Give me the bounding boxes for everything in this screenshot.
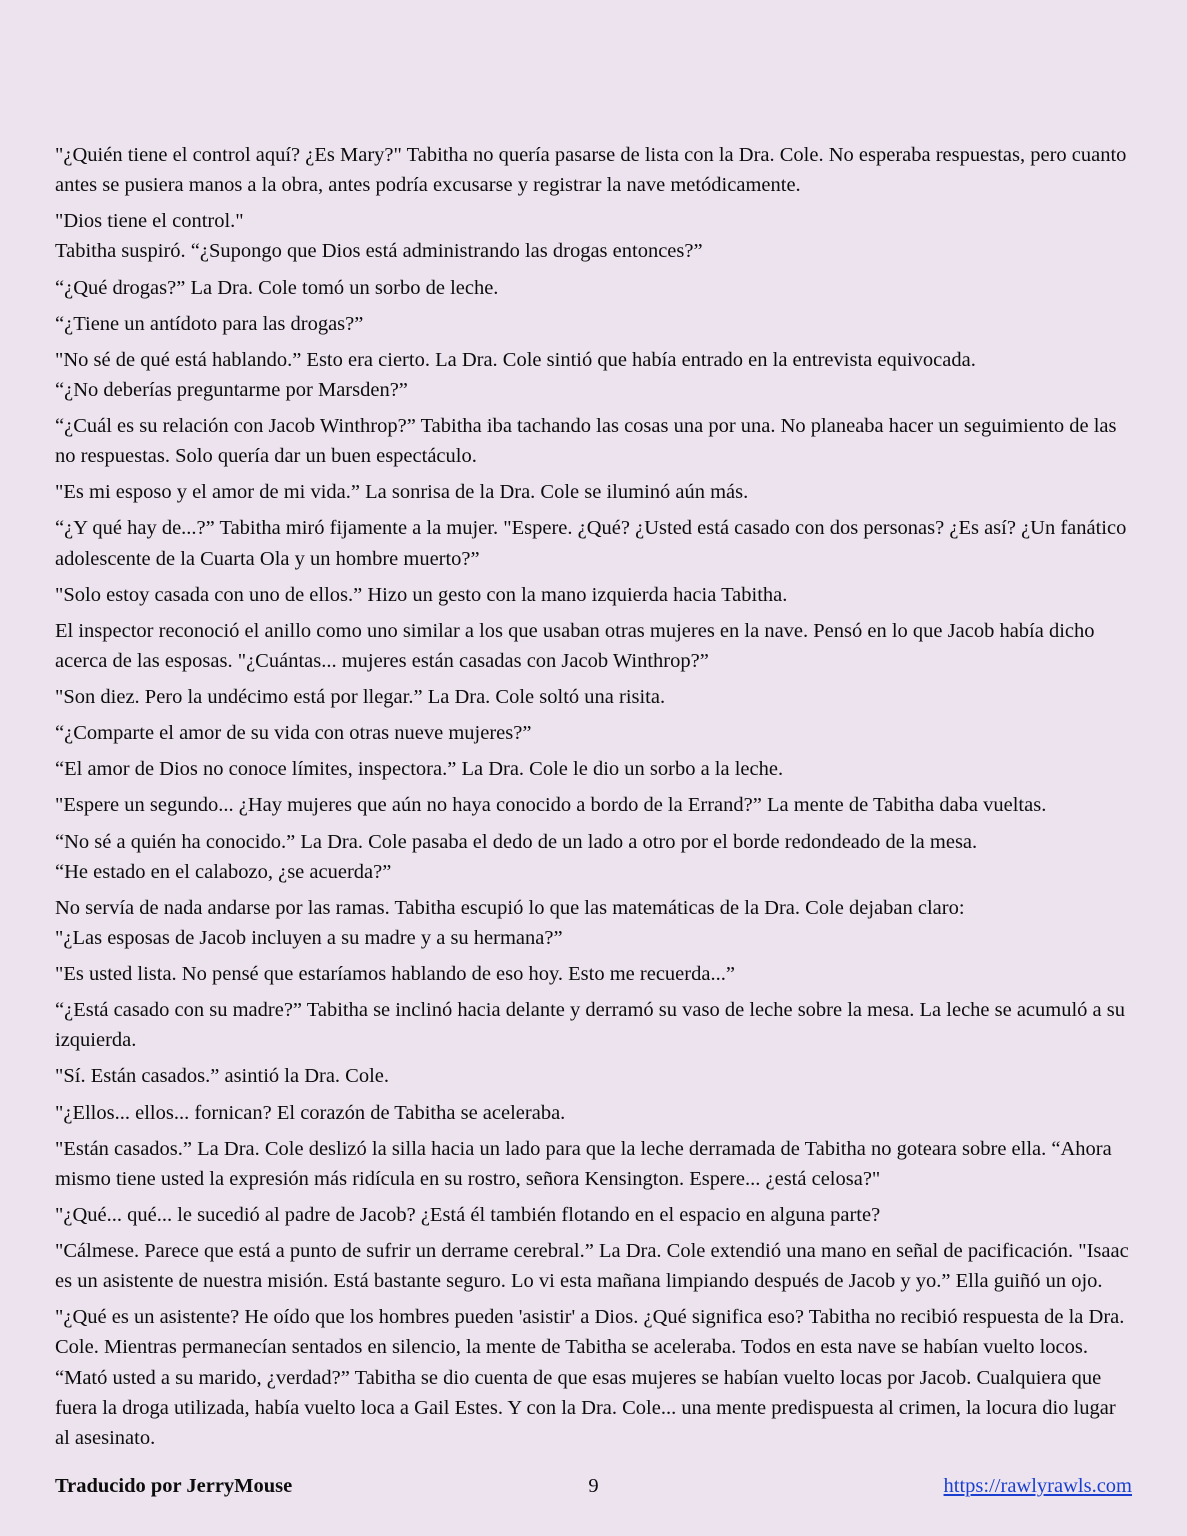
paragraph: "Es mi esposo y el amor de mi vida.” La sonrisa de la Dra. Cole se iluminó aún más. (55, 481, 749, 504)
paragraph: "Son diez. Pero la undécimo está por llegar.” La Dra. Cole soltó una risita. (55, 686, 666, 708)
paragraph: “No sé a quién ha conocido.” La Dra. Cole pasaba el dedo de un lado a otro por el borde redondeado de la mesa. (55, 830, 978, 853)
document-body (55, 140, 1132, 1453)
paragraph: "No sé de qué está hablando.” Esto era cierto. La Dra. Cole sintió que había entrado en la entrevista equivocada. (55, 348, 976, 371)
page-footer (55, 1475, 1132, 1498)
paragraph: "¿Qué es un asistente? He oído que los hombres pueden 'asistir' a Dios. ¿Qué significa eso? Tabitha no recibió respuesta de la Dra. Cole. Mientras permanecían sentados en silencio, la mente de Tabitha se aceleraba. Todos en esta nave se habían vuelto locos. “Mató usted a su marido, ¿verdad?” Tabitha se dio cuenta de que esas mujeres se habían vuelto locas por Jacob. Cualquiera que fuera la droga utilizada, había vuelto loca a Gail Estes. Y con la Dra. Cole... una mente predispuesta al crimen, la locura dio lugar al asesinato. (55, 1306, 1125, 1449)
paragraph: “He estado en el calabozo, ¿se acuerda?” (55, 860, 392, 883)
paragraph: “¿Tiene un antídoto para las drogas?” (55, 312, 364, 335)
paragraph: “¿Está casado con su madre?” Tabitha se inclinó hacia delante y derramó su vaso de leche sobre la mesa. La leche se acumuló a su izquierda. (55, 999, 1126, 1052)
page-number: 9 (588, 1475, 599, 1497)
paragraph: No servía de nada andarse por las ramas. Tabitha escupió lo que las matemáticas de la Dra. Cole dejaban claro: (55, 896, 965, 919)
paragraph: Tabitha suspiró. “¿Supongo que Dios está administrando las drogas entonces?” (55, 240, 703, 263)
paragraph: "Dios tiene el control." (55, 210, 244, 233)
paragraph: "Espere un segundo... ¿Hay mujeres que aún no haya conocido a bordo de la Errand?” La mente de Tabitha daba vueltas. (55, 794, 1047, 817)
translator-credit: Traducido por JerryMouse (55, 1475, 293, 1497)
paragraph: "Solo estoy casada con uno de ellos.” Hizo un gesto con la mano izquierda hacia Tabitha. (55, 583, 788, 606)
paragraph: "¿Ellos... ellos... fornican? El corazón de Tabitha se aceleraba. (55, 1101, 566, 1124)
paragraph: “¿Qué drogas?” La Dra. Cole tomó un sorbo de leche. (55, 276, 499, 299)
paragraph: “¿Comparte el amor de su vida con otras nueve mujeres?” (55, 722, 532, 745)
paragraph: “El amor de Dios no conoce límites, inspectora.” La Dra. Cole le dio un sorbo a la leche. (55, 758, 784, 781)
paragraph: "Cálmese. Parece que está a punto de sufrir un derrame cerebral.” La Dra. Cole extendió una mano en señal de pacificación. "Isaac es un asistente de nuestra misión. Está bastante seguro. Lo vi esta mañana limpiando después de Jacob y yo.” Ella guiñó un ojo. (55, 1240, 1129, 1293)
paragraph: El inspector reconoció el anillo como uno similar a los que usaban otras mujeres en la nave. Pensó en lo que Jacob había dicho acerca de las esposas. "¿Cuántas... mujeres están casadas con Jacob Winthrop?” (55, 619, 1095, 672)
website-link[interactable]: https://rawlyrawls.com (943, 1475, 1132, 1497)
paragraph: "¿Qué... qué... le sucedió al padre de Jacob? ¿Está él también flotando en el espacio en alguna parte? (55, 1203, 881, 1226)
paragraph: “¿Y qué hay de...?” Tabitha miró fijamente a la mujer. "Espere. ¿Qué? ¿Usted está casado con dos personas? ¿Es así? ¿Un fanático adolescente de la Cuarta Ola y un hombre muerto?” (55, 517, 1127, 570)
paragraph: "¿Las esposas de Jacob incluyen a su madre y a su hermana?” (55, 926, 563, 949)
paragraph: “¿Cuál es su relación con Jacob Winthrop?” Tabitha iba tachando las cosas una por una. No planeaba hacer un seguimiento de las no respuestas. Solo quería dar un buen espectáculo. (55, 415, 1117, 468)
paragraph: "Sí. Están casados.” asintió la Dra. Cole. (55, 1065, 390, 1088)
paragraph: "¿Quién tiene el control aquí? ¿Es Mary?" Tabitha no quería pasarse de lista con la Dra. Cole. No esperaba respuestas, pero cuanto antes se pusiera manos a la obra, antes podría excusarse y registrar la nave metódicamente. (55, 144, 1127, 197)
paragraph: "Están casados.” La Dra. Cole deslizó la silla hacia un lado para que la leche derramada de Tabitha no goteara sobre ella. “Ahora mismo tiene usted la expresión más ridícula en su rostro, señora Kensington. Espere... ¿está celosa?" (55, 1137, 1112, 1190)
paragraph: “¿No deberías preguntarme por Marsden?” (55, 378, 408, 401)
paragraph: "Es usted lista. No pensé que estaríamos hablando de eso hoy. Esto me recuerda...” (55, 963, 735, 985)
